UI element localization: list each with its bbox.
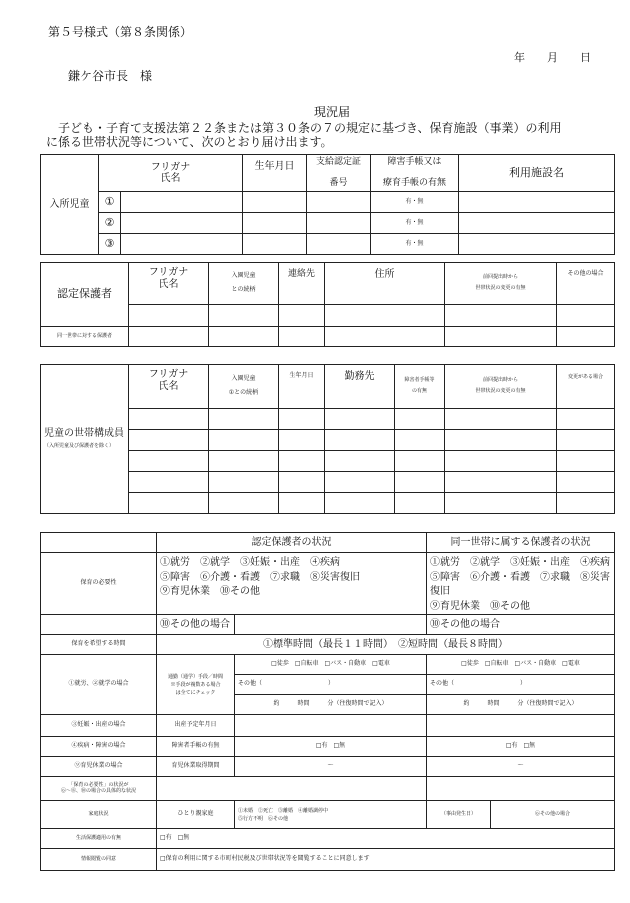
guardian-change-header: 前回提出時から 世帯状況の変更の有無 — [445, 263, 557, 305]
member-relation-header: 入園児童 ①との続柄 — [209, 365, 279, 409]
member-cell[interactable] — [325, 430, 395, 451]
same-commute-other[interactable]: その他（ ） — [427, 675, 615, 695]
member-cell[interactable] — [209, 430, 279, 451]
child-name-input[interactable] — [121, 234, 243, 255]
sh-relation-input[interactable] — [209, 327, 279, 347]
member-cell[interactable] — [445, 451, 557, 472]
welfare-label: 生活保護適用の有無 — [41, 829, 157, 849]
member-cell[interactable] — [129, 451, 209, 472]
cert-commute-other[interactable]: その他（ ） — [235, 675, 427, 695]
form-number: 第５号様式（第８条関係） — [48, 25, 193, 39]
member-cell[interactable] — [325, 409, 395, 430]
date-line: 年 月 日 — [514, 51, 591, 64]
event-date-label[interactable]: （事由発生日） — [427, 801, 491, 829]
enrolled-children-table — [40, 154, 615, 255]
same-household-status-header: 同一世帯に属する保護者の状況 — [427, 533, 615, 553]
specific-situation-label: 「保育の必要性」の状況が ⑥～⑧、⑩の場合の具体的な状況 — [41, 777, 157, 801]
care-need-label: 保育の必要性 — [41, 553, 157, 615]
hours-options[interactable]: ①標準時間（最長１１時間） ②短時間（最長８時間） — [157, 635, 615, 655]
guardian-name-input[interactable] — [129, 305, 209, 327]
member-cell[interactable] — [129, 472, 209, 493]
child-facility-input[interactable] — [459, 192, 615, 213]
member-cell[interactable] — [557, 493, 615, 514]
member-cell[interactable] — [279, 409, 325, 430]
guardian-other-header: その他の場合 — [557, 263, 615, 305]
due-date-label: 出産予定年月日 — [157, 715, 235, 737]
cert-commute-modes[interactable]: □徒歩 □自転車 □バス・自動車 □電車 — [235, 655, 427, 675]
member-cell[interactable] — [445, 472, 557, 493]
member-work-header: 勤務先 — [325, 365, 395, 409]
leave-period-label: 育児休業取得期間 — [157, 757, 235, 777]
disability-card-label: 障害者手帳の有無 — [157, 737, 235, 757]
guardian-relation-input[interactable] — [209, 305, 279, 327]
sh-contact-input[interactable] — [279, 327, 325, 347]
guardian-address-input[interactable] — [325, 305, 445, 327]
cert-leave-period[interactable]: ～ — [235, 757, 427, 777]
same-leave-period[interactable]: ～ — [427, 757, 615, 777]
same-household-guardian-label: 同一世帯に対する保護者 — [41, 327, 129, 347]
member-birth-header: 生年月日 — [279, 365, 325, 409]
same-specific-input[interactable] — [427, 777, 615, 801]
member-cell[interactable] — [557, 409, 615, 430]
same-need-options[interactable]: ①就労 ②就学 ③妊娠・出産 ④疾病 ⑤障害 ⑥介護・看護 ⑦求職 ⑧災害復旧 ⑨育児休業 ⑩その他 — [427, 553, 615, 615]
guardian-contact-header: 連絡先 — [279, 263, 325, 305]
cert-other-input[interactable] — [235, 615, 427, 635]
member-cell[interactable] — [395, 472, 445, 493]
same-commute-time[interactable]: 約 時間 分（往復時間で記入） — [427, 695, 615, 715]
guardian-other-input[interactable] — [557, 305, 615, 327]
member-cell[interactable] — [445, 430, 557, 451]
member-cell[interactable] — [129, 430, 209, 451]
childcare-leave-label: ⑨育児休業の場合 — [41, 757, 157, 777]
cert-due-date-input[interactable] — [235, 715, 427, 737]
member-name-header: フリガナ 氏名 — [129, 365, 209, 409]
member-cell[interactable] — [557, 430, 615, 451]
member-cell[interactable] — [395, 430, 445, 451]
sh-change-input[interactable] — [445, 327, 557, 347]
child-name-input[interactable] — [121, 213, 243, 234]
cert-other-case-label: ⑩その他の場合 — [157, 615, 235, 635]
member-cell[interactable] — [129, 409, 209, 430]
work-study-label: ①就労、②就学の場合 — [41, 655, 157, 715]
member-cell[interactable] — [209, 409, 279, 430]
child-disability-yesno[interactable]: 有・無 — [371, 234, 459, 255]
child-cert-input[interactable] — [307, 192, 371, 213]
child-disability-yesno[interactable]: 有・無 — [371, 192, 459, 213]
guardian-table — [40, 262, 615, 347]
child-birth-input[interactable] — [243, 192, 307, 213]
same-due-date-input[interactable] — [427, 715, 615, 737]
cert-header: 支給認定証 番号 — [307, 155, 371, 192]
member-cell[interactable] — [209, 451, 279, 472]
cert-specific-input[interactable] — [157, 777, 427, 801]
guardian-name-header: フリガナ 氏名 — [129, 263, 209, 305]
member-change-case-header: 変更がある場合 — [557, 365, 615, 409]
blank-corner — [41, 533, 157, 553]
commute-header: 通勤（通学）手段／時間 ※手段が複数ある場合 は全てにチェック — [157, 655, 235, 715]
cert-need-options[interactable]: ①就労 ②就学 ③妊娠・出産 ④疾病 ⑤障害 ⑥介護・看護 ⑦求職 ⑧災害復旧 ⑨育児休業 ⑩その他 — [157, 553, 427, 615]
single-parent-options[interactable]: ①未婚 ②死亡 ③離婚 ④離婚調停中 ⑤行方不明 ⑥その他 — [235, 801, 427, 829]
member-cell[interactable] — [279, 472, 325, 493]
member-change-header: 前回提出時から 世帯状況の変更の有無 — [445, 365, 557, 409]
member-cell[interactable] — [129, 493, 209, 514]
household-members-table — [40, 364, 615, 514]
family-status-label: 家庭状況 — [41, 801, 157, 829]
member-cell[interactable] — [395, 451, 445, 472]
illness-label: ④疾病・障害の場合 — [41, 737, 157, 757]
same-commute-modes[interactable]: □徒歩 □自転車 □バス・自動車 □電車 — [427, 655, 615, 675]
document-title: 現況届 — [314, 105, 351, 119]
child-cert-input[interactable] — [307, 213, 371, 234]
member-cell[interactable] — [325, 472, 395, 493]
child-number: ① — [99, 192, 121, 213]
member-cell[interactable] — [325, 451, 395, 472]
addressee: 鎌ケ谷市長 様 — [68, 69, 153, 83]
child-facility-input[interactable] — [459, 234, 615, 255]
same-other-case-label[interactable]: ⑩その他の場合 — [427, 615, 615, 635]
child-birth-input[interactable] — [243, 213, 307, 234]
member-cell[interactable] — [325, 493, 395, 514]
other-case-label[interactable]: ⑥その他の場合 — [491, 801, 615, 829]
intro-text-line2: に係る世帯状況等について、次のとおり届け出ます。 — [46, 135, 333, 149]
member-cell[interactable] — [395, 493, 445, 514]
child-birth-input[interactable] — [243, 234, 307, 255]
child-facility-input[interactable] — [459, 213, 615, 234]
disability-header: 障害手帳又は 療育手帳の有無 — [371, 155, 459, 192]
care-need-table — [40, 532, 615, 871]
facility-header: 利用施設名 — [459, 155, 615, 192]
birth-header: 生年月日 — [243, 155, 307, 192]
sh-other-input[interactable] — [557, 327, 615, 347]
member-cell[interactable] — [395, 409, 445, 430]
enrolled-children-label: 入所児童 — [41, 155, 99, 255]
blank-cell — [41, 615, 157, 635]
child-cert-input[interactable] — [307, 234, 371, 255]
member-cell[interactable] — [557, 451, 615, 472]
member-cell[interactable] — [279, 451, 325, 472]
guardian-label: 認定保護者 — [41, 263, 129, 327]
welfare-yesno[interactable]: □有 □無 — [157, 829, 615, 849]
member-cell[interactable] — [557, 472, 615, 493]
child-number: ② — [99, 213, 121, 234]
sh-address-input[interactable] — [325, 327, 445, 347]
child-number: ③ — [99, 234, 121, 255]
pregnancy-label: ③妊娠・出産の場合 — [41, 715, 157, 737]
guardian-relation-header: 入園児童 との続柄 — [209, 263, 279, 305]
same-disability-yesno[interactable]: □有 □無 — [427, 737, 615, 757]
single-parent-label: ひとり親家庭 — [157, 801, 235, 829]
hours-label: 保育を希望する時間 — [41, 635, 157, 655]
child-name-input[interactable] — [121, 192, 243, 213]
member-cell[interactable] — [445, 493, 557, 514]
guardian-address-header: 住所 — [325, 263, 445, 305]
consent-checkbox[interactable]: □保育の利用に関する市町村民税及び世帯状況等を閲覧することに同意します — [157, 849, 615, 871]
member-cell[interactable] — [279, 430, 325, 451]
cert-disability-yesno[interactable]: □有 □無 — [235, 737, 427, 757]
guardian-change-input[interactable] — [445, 305, 557, 327]
child-disability-yesno[interactable]: 有・無 — [371, 213, 459, 234]
member-cell[interactable] — [209, 493, 279, 514]
member-disability-header: 障害者手帳等 の有無 — [395, 365, 445, 409]
consent-label: 情報閲覧の同意 — [41, 849, 157, 871]
household-members-label: 児童の世帯構成員 （入所児童及び保護者を除く） — [41, 365, 129, 514]
member-cell[interactable] — [445, 409, 557, 430]
member-cell[interactable] — [279, 493, 325, 514]
guardian-contact-input[interactable] — [279, 305, 325, 327]
cert-commute-time[interactable]: 約 時間 分（往復時間で記入） — [235, 695, 427, 715]
cert-guardian-status-header: 認定保護者の状況 — [157, 533, 427, 553]
member-cell[interactable] — [209, 472, 279, 493]
name-header: フリガナ 氏名 — [99, 155, 243, 192]
intro-text-line1: 子ども・子育て支援法第２２条または第３０条の７の規定に基づき、保育施設（事業）の利用 — [58, 121, 562, 135]
sh-name-input[interactable] — [129, 327, 209, 347]
